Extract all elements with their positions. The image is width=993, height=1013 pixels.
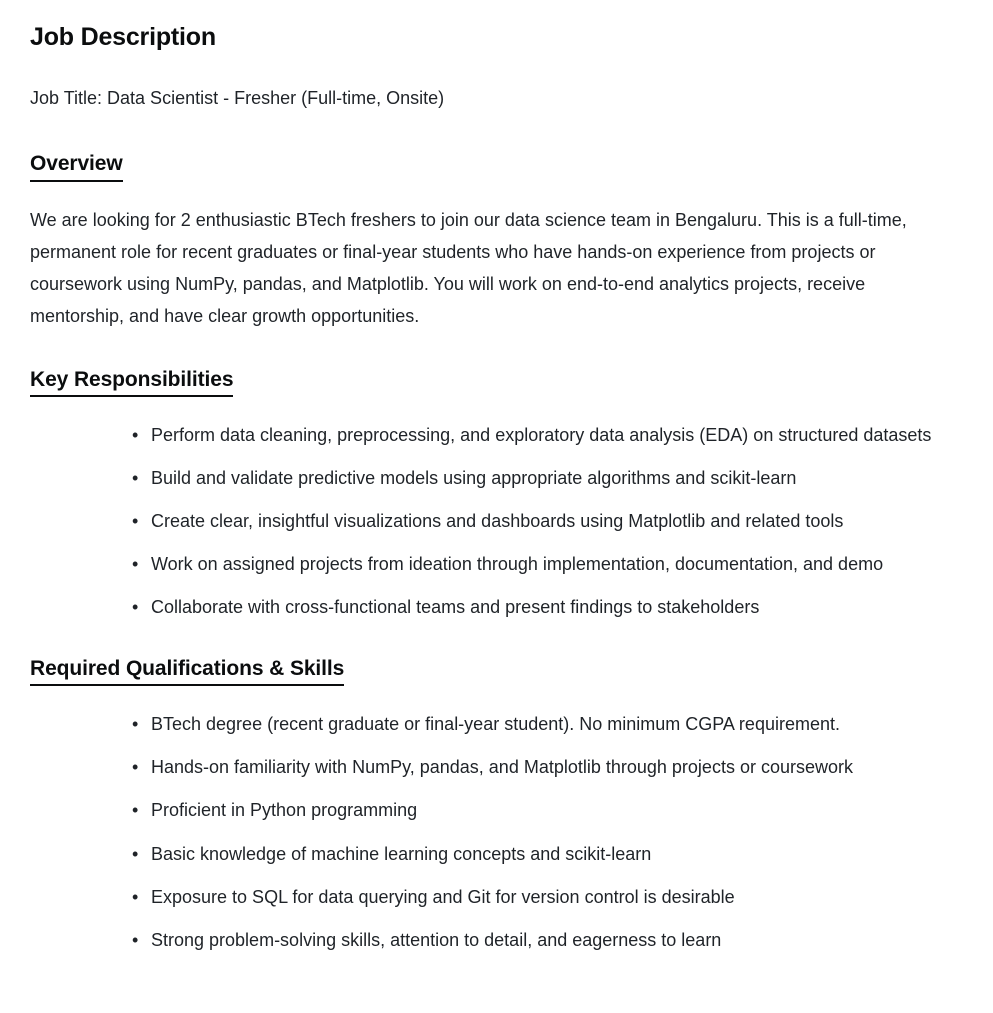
list-item-text: BTech degree (recent graduate or final-year student). No minimum CGPA requirement. bbox=[151, 714, 840, 735]
section-heading-overview bbox=[30, 150, 963, 181]
list-item bbox=[30, 419, 963, 451]
section-heading-key-responsibilities bbox=[30, 366, 963, 397]
list-item bbox=[30, 838, 963, 870]
bullet-icon: • bbox=[132, 468, 139, 488]
overview-paragraph: We are looking for 2 enthusiastic BTech freshers to join our data science team in Bengaluru. This is a full-time, permanent role for recent graduates or final-year students who have hands-on experience from projects or coursework using NumPy, pandas, and Matplotlib. You will work on end-to-end analytics projects, receive mentorship, and have clear growth opportunities. bbox=[30, 209, 907, 326]
list-item-text: Proficient in Python programming bbox=[151, 800, 418, 821]
section-heading-required-qualifications bbox=[30, 655, 963, 686]
list-item-text: Build and validate predictive models using appropriate algorithms and scikit-learn bbox=[151, 468, 797, 488]
list-item-text: Exposure to SQL for data querying and Git for version control is desirable bbox=[151, 886, 735, 907]
bullet-icon: • bbox=[132, 843, 139, 864]
section-required-qualifications bbox=[30, 655, 963, 955]
list-item-text: Perform data cleaning, preprocessing, and exploratory data analysis (EDA) on structured datasets bbox=[151, 424, 932, 445]
list-item bbox=[30, 708, 963, 740]
list-item bbox=[30, 924, 963, 956]
list-item bbox=[30, 591, 963, 623]
list-item-text: Strong problem-solving skills, attention to detail, and eagerness to learn bbox=[151, 929, 722, 950]
bullet-icon: • bbox=[132, 597, 139, 618]
list-item-text: Collaborate with cross-functional teams and present findings to stakeholders bbox=[151, 597, 760, 618]
page-title: Job Description bbox=[30, 23, 216, 51]
responsibilities-list bbox=[30, 419, 963, 623]
section-heading-required-qualifications-text: Required Qualifications & Skills bbox=[30, 655, 344, 686]
qualifications-list bbox=[30, 708, 963, 955]
section-heading-overview-text: Overview bbox=[30, 150, 123, 181]
list-item-text: Hands-on familiarity with NumPy, pandas, and Matplotlib through projects or coursework bbox=[151, 757, 853, 778]
list-item bbox=[30, 751, 963, 783]
list-item-text: Basic knowledge of machine learning concepts and scikit-learn bbox=[151, 843, 652, 864]
list-item bbox=[30, 505, 963, 537]
bullet-icon: • bbox=[132, 511, 139, 532]
list-item bbox=[30, 548, 963, 580]
list-item bbox=[30, 462, 963, 494]
section-overview bbox=[30, 150, 963, 331]
job-title-line: Job Title: Data Scientist - Fresher (Full-time, Onsite) bbox=[30, 88, 445, 109]
bullet-icon: • bbox=[132, 757, 139, 778]
bullet-icon: • bbox=[132, 886, 139, 907]
list-item bbox=[30, 881, 963, 913]
bullet-icon: • bbox=[132, 800, 139, 821]
bullet-icon: • bbox=[132, 714, 139, 735]
bullet-icon: • bbox=[132, 424, 139, 445]
bullet-icon: • bbox=[132, 929, 139, 950]
list-item bbox=[30, 794, 963, 826]
section-key-responsibilities bbox=[30, 366, 963, 623]
list-item-text: Create clear, insightful visualizations and dashboards using Matplotlib and related tools bbox=[151, 511, 844, 532]
section-heading-key-responsibilities-text: Key Responsibilities bbox=[30, 366, 233, 397]
bullet-icon: • bbox=[132, 554, 139, 575]
list-item-text: Work on assigned projects from ideation through implementation, documentation, and demo bbox=[151, 554, 884, 575]
